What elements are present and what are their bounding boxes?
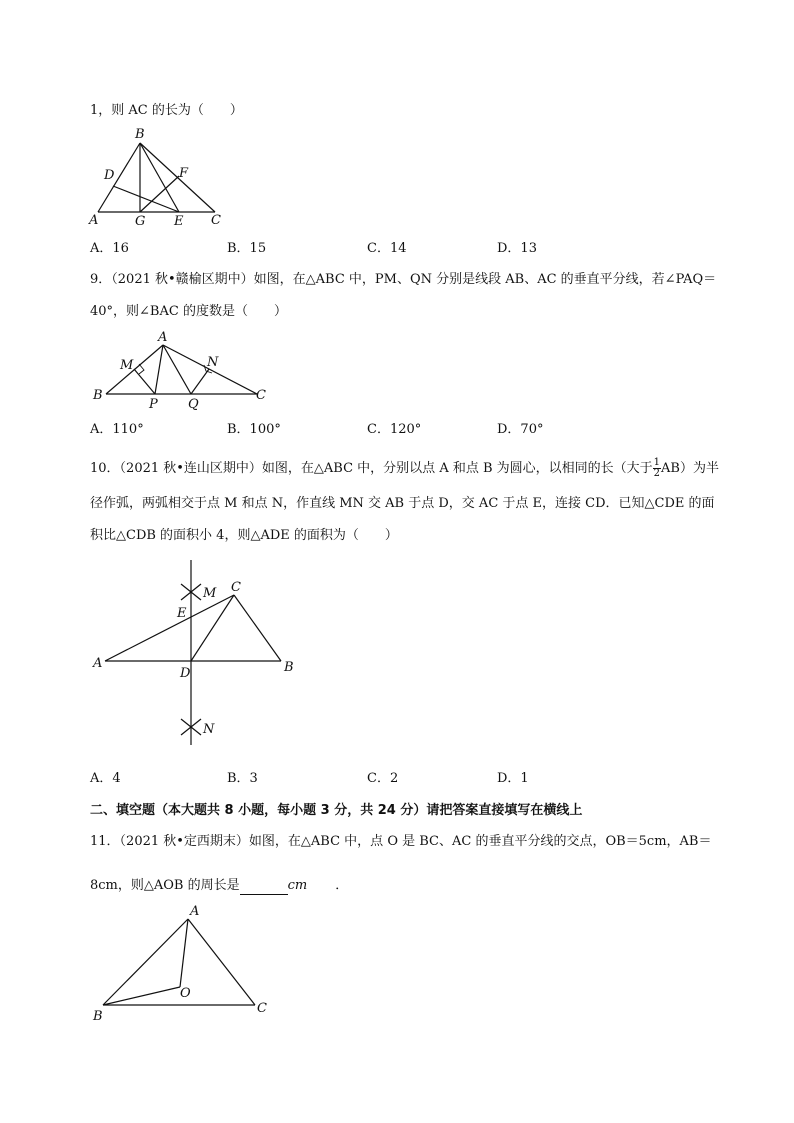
q8-label-E: E [174, 214, 184, 229]
q11-label-O: O [180, 986, 191, 1001]
q11-stem-line2-pre: 8cm，则△AOB 的周长是 [90, 878, 240, 893]
q9-option-a[interactable]: A．110° [90, 422, 144, 437]
q10-options [90, 770, 570, 788]
answer-blank[interactable] [240, 880, 288, 895]
q10-stem-line1-post: AB）为半 [661, 461, 719, 476]
section-heading: 二、填空题（本大题共 8 小题，每小题 3 分，共 24 分）请把答案直接填写在横线上 [90, 803, 583, 818]
q8-option-d[interactable]: D．13 [497, 241, 537, 256]
q10-frac-num: 1 [653, 457, 661, 468]
q10-label-D: D [180, 666, 191, 681]
q10-frac-den: 2 [653, 468, 661, 479]
q11-unit: cm [287, 878, 308, 893]
q8-label-A: A [89, 213, 99, 228]
q9-figure [85, 328, 280, 410]
q9-option-c[interactable]: C．120° [367, 422, 422, 437]
q9-label-N: N [207, 355, 219, 370]
q10-figure [85, 555, 310, 750]
q9-options [90, 421, 570, 439]
q8-option-c[interactable]: C．14 [367, 241, 407, 256]
q10-label-E: E [177, 606, 187, 621]
q9-label-C: C [256, 388, 266, 403]
q10-label-C: C [231, 580, 241, 595]
q8-figure [80, 124, 240, 230]
q9-label-P: P [149, 397, 158, 412]
q10-stem-line1 [90, 458, 719, 479]
q10-fraction [653, 458, 661, 479]
q10-option-b[interactable]: B．3 [227, 771, 258, 786]
q9-label-M: M [120, 358, 134, 373]
q9-label-A: A [158, 330, 168, 345]
q9-stem-line2: 40°，则∠BAC 的度数是（ ） [90, 304, 287, 319]
q8-option-b[interactable]: B．15 [227, 241, 267, 256]
q11-stem-line2 [90, 877, 348, 895]
q10-label-N: N [203, 722, 215, 737]
q11-label-B: B [93, 1009, 103, 1024]
q8-stem-tail: 1，则 AC 的长为（ ） [90, 103, 243, 118]
q8-option-a[interactable]: A．16 [90, 241, 129, 256]
q10-option-d[interactable]: D．1 [497, 771, 529, 786]
q9-stem-line1: 9．（2021 秋•赣榆区期中）如图，在△ABC 中，PM、QN 分别是线段 AB、AC 的垂直平分线，若∠PAQ＝ [90, 272, 717, 287]
q9-label-Q: Q [188, 397, 199, 412]
q10-option-a[interactable]: A．4 [90, 771, 121, 786]
q10-label-B: B [284, 660, 294, 675]
q11-end: ． [335, 878, 349, 893]
q8-label-G: G [135, 214, 146, 229]
q8-label-B: B [135, 127, 145, 142]
q11-figure [85, 903, 285, 1028]
q11-stem-line1: 11．（2021 秋•定西期末）如图，在△ABC 中，点 O 是 BC、AC 的垂直平分线的交点，OB＝5cm，AB＝ [90, 834, 712, 849]
q10-label-A: A [93, 656, 103, 671]
q11-label-C: C [257, 1001, 267, 1016]
q8-label-C: C [211, 213, 221, 228]
q8-label-F: F [179, 166, 189, 181]
q10-option-c[interactable]: C．2 [367, 771, 399, 786]
q9-option-b[interactable]: B．100° [227, 422, 281, 437]
q10-stem-line1-pre: 10．（2021 秋•连山区期中）如图，在△ABC 中，分别以点 A 和点 B 为圆心，以相同的长（大于 [90, 461, 653, 476]
q10-stem-line3: 积比△CDB 的面积小 4，则△ADE 的面积为（ ） [90, 528, 398, 543]
q10-label-M: M [203, 586, 217, 601]
q8-label-D: D [104, 168, 115, 183]
q9-label-B: B [93, 388, 103, 403]
q8-options [90, 240, 570, 258]
q10-stem-line2: 径作弧，两弧相交于点 M 和点 N，作直线 MN 交 AB 于点 D，交 AC 于点 E，连接 CD．已知△CDE 的面 [90, 496, 715, 511]
q9-option-d[interactable]: D．70° [497, 422, 544, 437]
q11-label-A: A [190, 904, 200, 919]
